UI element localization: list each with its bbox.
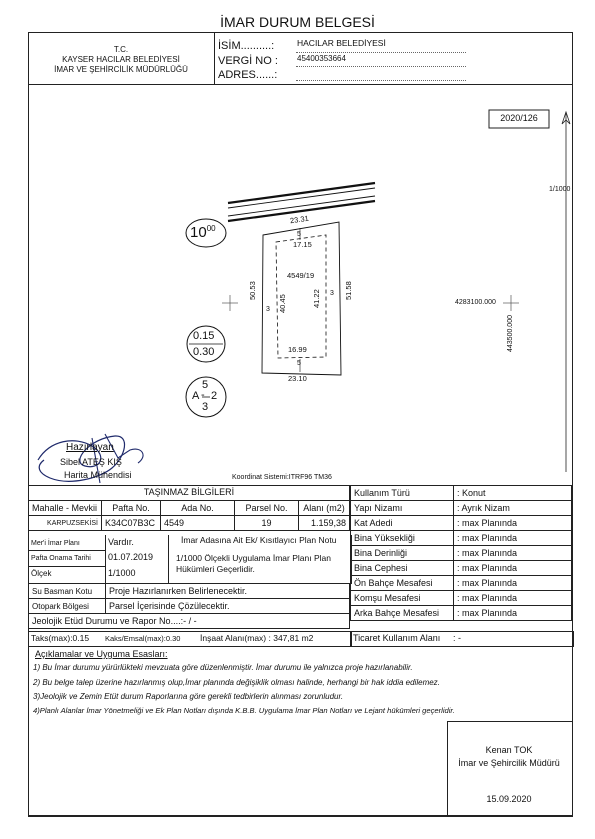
signature-date: 15.09.2020	[486, 794, 532, 804]
meri-value: Vardır.	[108, 537, 134, 547]
kaks-text: Kaks/Emsal(max):0.30	[105, 634, 181, 643]
onama-value: 01.07.2019	[108, 552, 154, 562]
dim-left-outer: 50.53	[248, 281, 257, 300]
usage-value: : max Planında	[454, 531, 572, 546]
usage-value: : Konut	[454, 486, 572, 501]
subasman-label: Su Basman Kotu	[29, 584, 106, 599]
usage-label: Bina Cephesi	[351, 561, 454, 576]
usage-row	[351, 606, 572, 621]
preparer-name: Sibel ATEŞ KIŞ	[60, 457, 122, 467]
usage-row	[351, 561, 572, 576]
jeoloji-value: Jeolojik Etüd Durumu ve Rapor No....:- / -	[29, 614, 350, 629]
dim-top-setback: 5	[297, 231, 301, 238]
parcel-table	[28, 500, 350, 531]
usage-row	[351, 531, 572, 546]
value-mahalle: KARPUZSEKİSİ	[29, 516, 102, 531]
dim-inner-top: 17.15	[293, 240, 312, 249]
dim-right-setback: 3	[330, 290, 334, 297]
olcek-label: Ölçek	[31, 569, 52, 578]
value-alan: 1.159,38	[299, 516, 350, 531]
olcek-value: 1/1000	[108, 568, 136, 578]
preparer-title: Harita Mühendisi	[64, 470, 132, 480]
subasman-value: Proje Hazırlanırken Belirlenecektir.	[106, 584, 350, 599]
meri-label: Mer'i İmar Planı	[31, 540, 80, 547]
signer-title: İmar ve Şehircilik Müdürü	[458, 758, 560, 768]
otopark-value: Parsel İçerisinde Çözülecektir.	[106, 599, 350, 614]
road-width	[190, 225, 216, 240]
note-item: 4)Planlı Alanlar İmar Yönetmeliği ve Ek Plan Notları dışında K.B.B. Uygulama İmar Plan Notları ve Lejant hükümleri geçerlidir.	[33, 706, 455, 715]
vergi-value: 45400353664	[297, 54, 346, 63]
org-line-3: İMAR VE ŞEHİRCİLİK MÜDÜRLÜĞÜ	[54, 65, 188, 74]
coord-system: Koordinat Sistemi:ITRF96 TM36	[232, 474, 332, 481]
usage-row	[351, 591, 572, 606]
scale-label: 1/1000	[549, 186, 571, 193]
signer-name: Kenan TOK	[485, 745, 533, 755]
page-title: İMAR DURUM BELGESİ	[220, 14, 375, 30]
extra-table	[28, 583, 350, 629]
isim-label: İSİM..........:	[218, 40, 275, 52]
usage-value: : max Planında	[454, 516, 572, 531]
doc-number: 2020/126	[500, 113, 538, 123]
otopark-label: Otopark Bölgesi	[29, 599, 106, 614]
value-ada: 4549	[161, 516, 235, 531]
note-item: 1) Bu İmar durumu yürürlükteki mevzuata göre düzenlenmiştir. İmar durumu ile yalnızca proje hazırlanabilir.	[33, 663, 413, 672]
ada-note-divider	[168, 535, 169, 583]
dim-inner-bottom: 16.99	[288, 345, 307, 354]
insaat-text: İnşaat Alanı(max) : 347,81 m2	[200, 633, 314, 643]
header-pafta: Pafta No.	[102, 501, 161, 516]
usage-label: Bina Yüksekliği	[351, 531, 454, 546]
usage-value: : max Planında	[454, 561, 572, 576]
taks-circle-value: 0.15	[193, 330, 215, 342]
usage-row	[351, 546, 572, 561]
north-arrow-icon	[562, 112, 570, 472]
header-parsel: Parsel No.	[235, 501, 299, 516]
adres-label: ADRES......:	[218, 69, 278, 81]
notes-title: Açıklamalar ve Uyguma Esasları:	[35, 649, 168, 659]
code-top: 5	[202, 379, 209, 391]
preparer-label: Hazırlayan	[66, 442, 114, 453]
usage-label: Yapı Nizamı	[351, 501, 454, 516]
vergi-label: VERGİ NO :	[218, 55, 278, 67]
usage-value: : max Planında	[454, 606, 572, 621]
isim-value: HACILAR BELEDİYESİ	[297, 38, 386, 48]
usage-value: : Ayrık Nizam	[454, 501, 572, 516]
subasman-row	[29, 584, 350, 599]
plan-col-divider	[105, 535, 106, 583]
ada-note: İmar Adasına Ait Ek/ Kısıtlayıcı Plan Notu	[181, 535, 337, 545]
usage-value: : max Planında	[454, 576, 572, 591]
code-mid-sep: -	[201, 389, 205, 401]
usage-label: Ön Bahçe Mesafesi	[351, 576, 454, 591]
usage-label: Kullanım Türü	[351, 486, 454, 501]
parcel-label: 4549/19	[287, 271, 315, 280]
usage-label: Kat Adedi	[351, 516, 454, 531]
usage-value: : max Planında	[454, 546, 572, 561]
dim-top: 23.31	[289, 213, 310, 226]
plan-row-line-1	[28, 550, 106, 551]
org-line-2: KAYSER HACILAR BELEDİYESİ	[62, 55, 180, 64]
dim-right-inner: 41.22	[312, 289, 321, 308]
usage-row	[351, 501, 572, 516]
usage-label: Komşu Mesafesi	[351, 591, 454, 606]
header-ada: Ada No.	[161, 501, 235, 516]
onama-label: Pafta Onama Tarihi	[31, 555, 91, 562]
usage-table	[350, 485, 572, 621]
code-mid-left: A	[192, 390, 200, 402]
coord-y: 443500.000	[507, 315, 514, 352]
usage-label: Arka Bahçe Mesafesi	[351, 606, 454, 621]
parcel-value-row	[29, 516, 350, 531]
road-width-sup: 00	[206, 224, 216, 233]
dim-bottom: 23.10	[288, 374, 307, 383]
ticaret-label: Ticaret Kullanım Alanı	[353, 633, 441, 643]
usage-row	[351, 576, 572, 591]
dim-right-outer: 51.58	[344, 281, 353, 300]
parcel-section-title: TAŞINMAZ BİLGİLERİ	[143, 487, 235, 497]
coord-x: 4283100.000	[455, 299, 496, 306]
kaks-circle-value: 0.30	[193, 346, 215, 358]
note-item: 2) Bu belge talep üzerine hazırlanmış olup,İmar planında değişiklik olması halinde, herhangi bir hak iddia edilemez.	[33, 678, 440, 687]
otopark-row	[29, 599, 350, 614]
parcel-header-row	[29, 501, 350, 516]
plan-row-line-2	[28, 566, 106, 567]
note-item: 3)Jeolojik ve Zemin Etüt durum Raporlarına göre gerekli tedbirlerin alınması zorunludur.	[33, 692, 344, 701]
header-mahalle: Mahalle - Mevkii	[29, 501, 102, 516]
code-mid-right: 2	[211, 390, 218, 402]
road-width-value: 10	[190, 224, 207, 241]
dim-bottom-setback: 5	[297, 360, 301, 367]
header-alan: Alanı (m2)	[299, 501, 350, 516]
taks-text: Taks(max):0.15	[31, 633, 90, 643]
dim-left-setback: 3	[266, 306, 270, 313]
value-parsel: 19	[235, 516, 299, 531]
usage-value: : max Planında	[454, 591, 572, 606]
code-bottom: 3	[202, 401, 209, 413]
dim-left-inner: 40.45	[278, 294, 287, 313]
org-line-1: T.C.	[113, 45, 129, 54]
usage-row	[351, 516, 572, 531]
ticaret-value: : -	[453, 633, 461, 643]
usage-row	[351, 486, 572, 501]
value-pafta: K34C07B3C	[102, 516, 161, 531]
jeoloji-row	[29, 614, 350, 629]
usage-label: Bina Derinliği	[351, 546, 454, 561]
plan-note: 1/1000 Ölçekli Uygulama İmar Planı Plan Hükümleri Geçerlidir.	[176, 553, 331, 574]
